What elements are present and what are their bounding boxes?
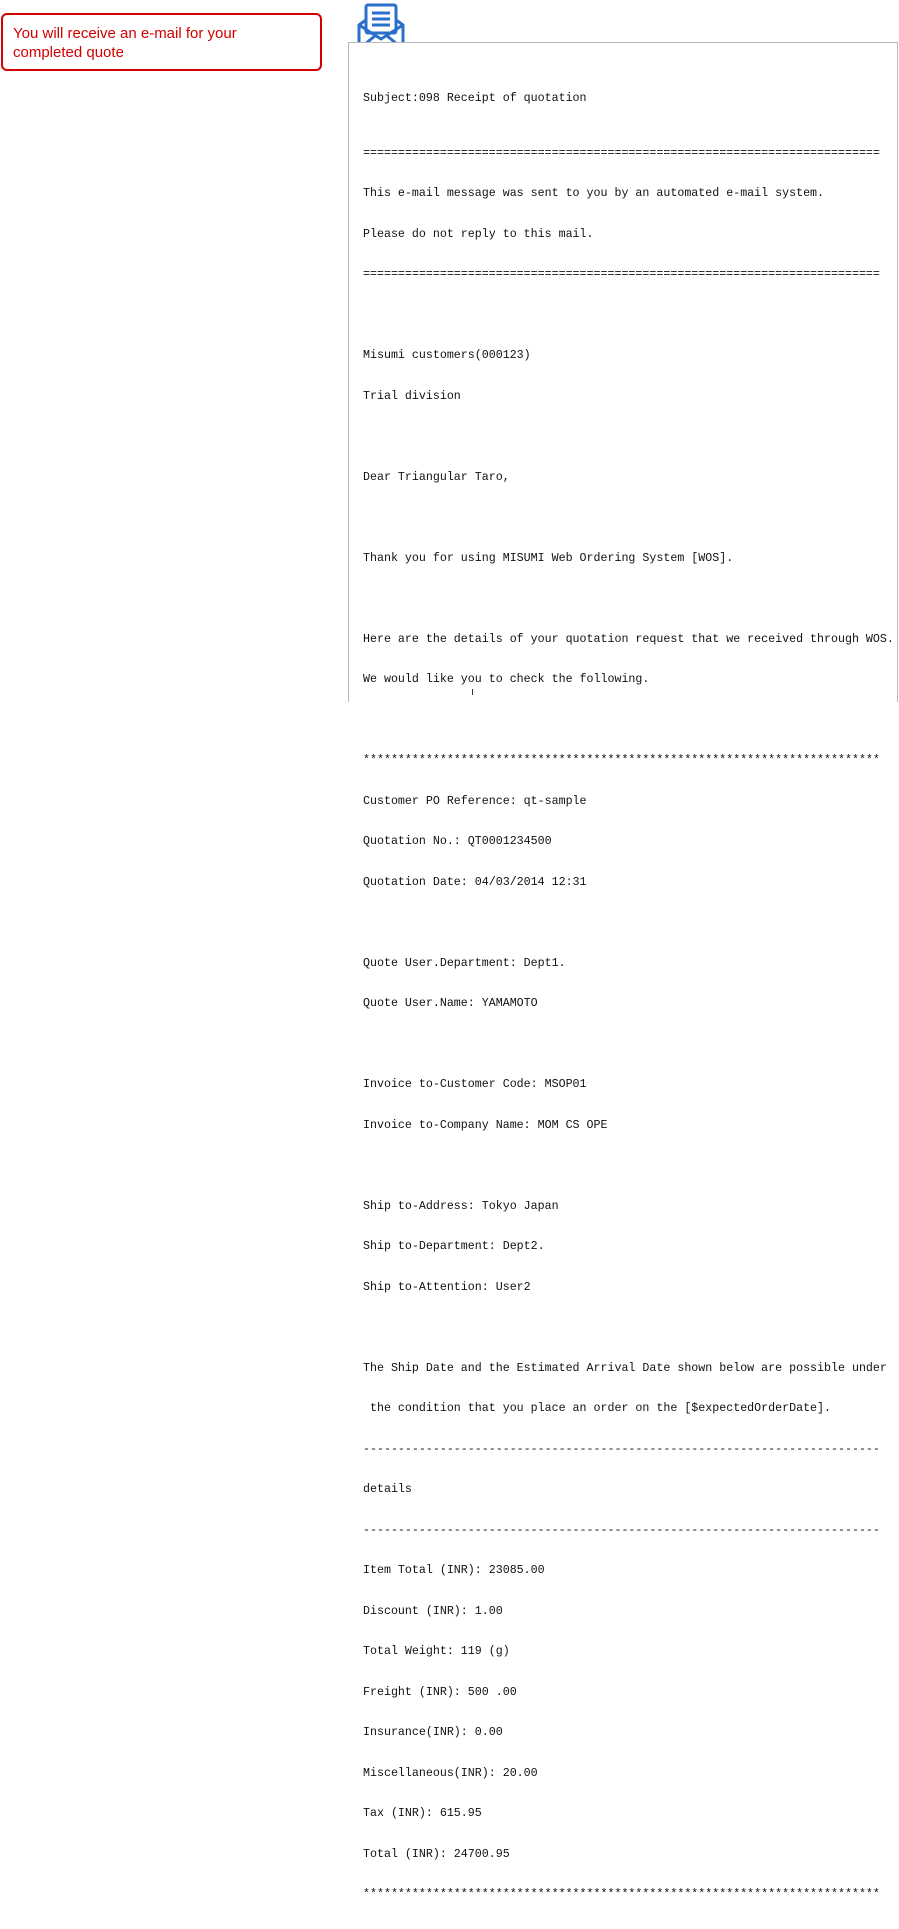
tax: Tax (INR): 615.95 <box>363 1806 482 1820</box>
separator-equals: ========================================================================== <box>363 145 880 160</box>
miscellaneous: Miscellaneous(INR): 20.00 <box>363 1765 538 1780</box>
invoice-customer-code: Invoice to-Customer Code: MSOP01 <box>363 1077 587 1091</box>
info-callout <box>1 13 322 71</box>
email-preview <box>348 42 898 1901</box>
ship-to-department: Ship to-Department: Dept2. <box>363 1239 545 1253</box>
invoice-company-name: Invoice to-Company Name: MOM CS OPE <box>363 1117 608 1132</box>
customer-name: Misumi customers(000123) <box>363 348 531 362</box>
ship-to-address: Ship to-Address: Tokyo Japan <box>363 1198 559 1213</box>
quote-user-department: Quote User.Department: Dept1. <box>363 955 566 970</box>
ship-date-note: the condition that you place an order on the [$expectedOrderDate]. <box>363 1401 832 1415</box>
quotation-date: Quotation Date: 04/03/2014 12:31 <box>363 874 587 889</box>
auto-notice-line: This e-mail message was sent to you by an automated e-mail system. <box>363 186 825 200</box>
callout-line-1: You will receive an e-mail for your <box>13 25 237 42</box>
po-reference: Customer PO Reference: qt-sample <box>363 793 587 808</box>
customer-division: Trial division <box>363 388 461 403</box>
intro-line: We would like you to check the following. <box>363 672 650 686</box>
email-subject: Subject:098 Receipt of quotation <box>363 91 587 105</box>
separator-equals: ========================================================================== <box>363 267 880 281</box>
discount: Discount (INR): 1.00 <box>363 1603 503 1618</box>
thanks-line: Thank you for using MISUMI Web Ordering System [WOS]. <box>363 550 734 565</box>
details-heading: details <box>363 1482 412 1496</box>
insurance: Insurance(INR): 0.00 <box>363 1725 503 1739</box>
separator-stars: ************************************************************************** <box>363 1887 880 1901</box>
separator-dashes: -------------------------------------------------------------------------- <box>363 1441 880 1456</box>
callout-line-2: completed quote <box>13 44 124 61</box>
quotation-number: Quotation No.: QT0001234500 <box>363 834 552 848</box>
quote-user-name: Quote User.Name: YAMAMOTO <box>363 996 538 1010</box>
cursor-tick <box>472 689 473 695</box>
total-weight: Total Weight: 119 (g) <box>363 1644 510 1658</box>
ship-date-note: The Ship Date and the Estimated Arrival Date shown below are possible under <box>363 1360 887 1375</box>
item-total: Item Total (INR): 23085.00 <box>363 1563 545 1577</box>
ship-to-attention: Ship to-Attention: User2 <box>363 1279 531 1294</box>
separator-dashes: -------------------------------------------------------------------------- <box>363 1522 880 1537</box>
greeting: Dear Triangular Taro, <box>363 469 510 484</box>
separator-stars: ************************************************************************** <box>363 753 880 767</box>
freight: Freight (INR): 500 .00 <box>363 1684 517 1699</box>
no-reply-line: Please do not reply to this mail. <box>363 226 594 241</box>
grand-total: Total (INR): 24700.95 <box>363 1846 510 1861</box>
email-body <box>363 65 894 1929</box>
intro-line: Here are the details of your quotation request that we received through WOS. <box>363 631 894 646</box>
